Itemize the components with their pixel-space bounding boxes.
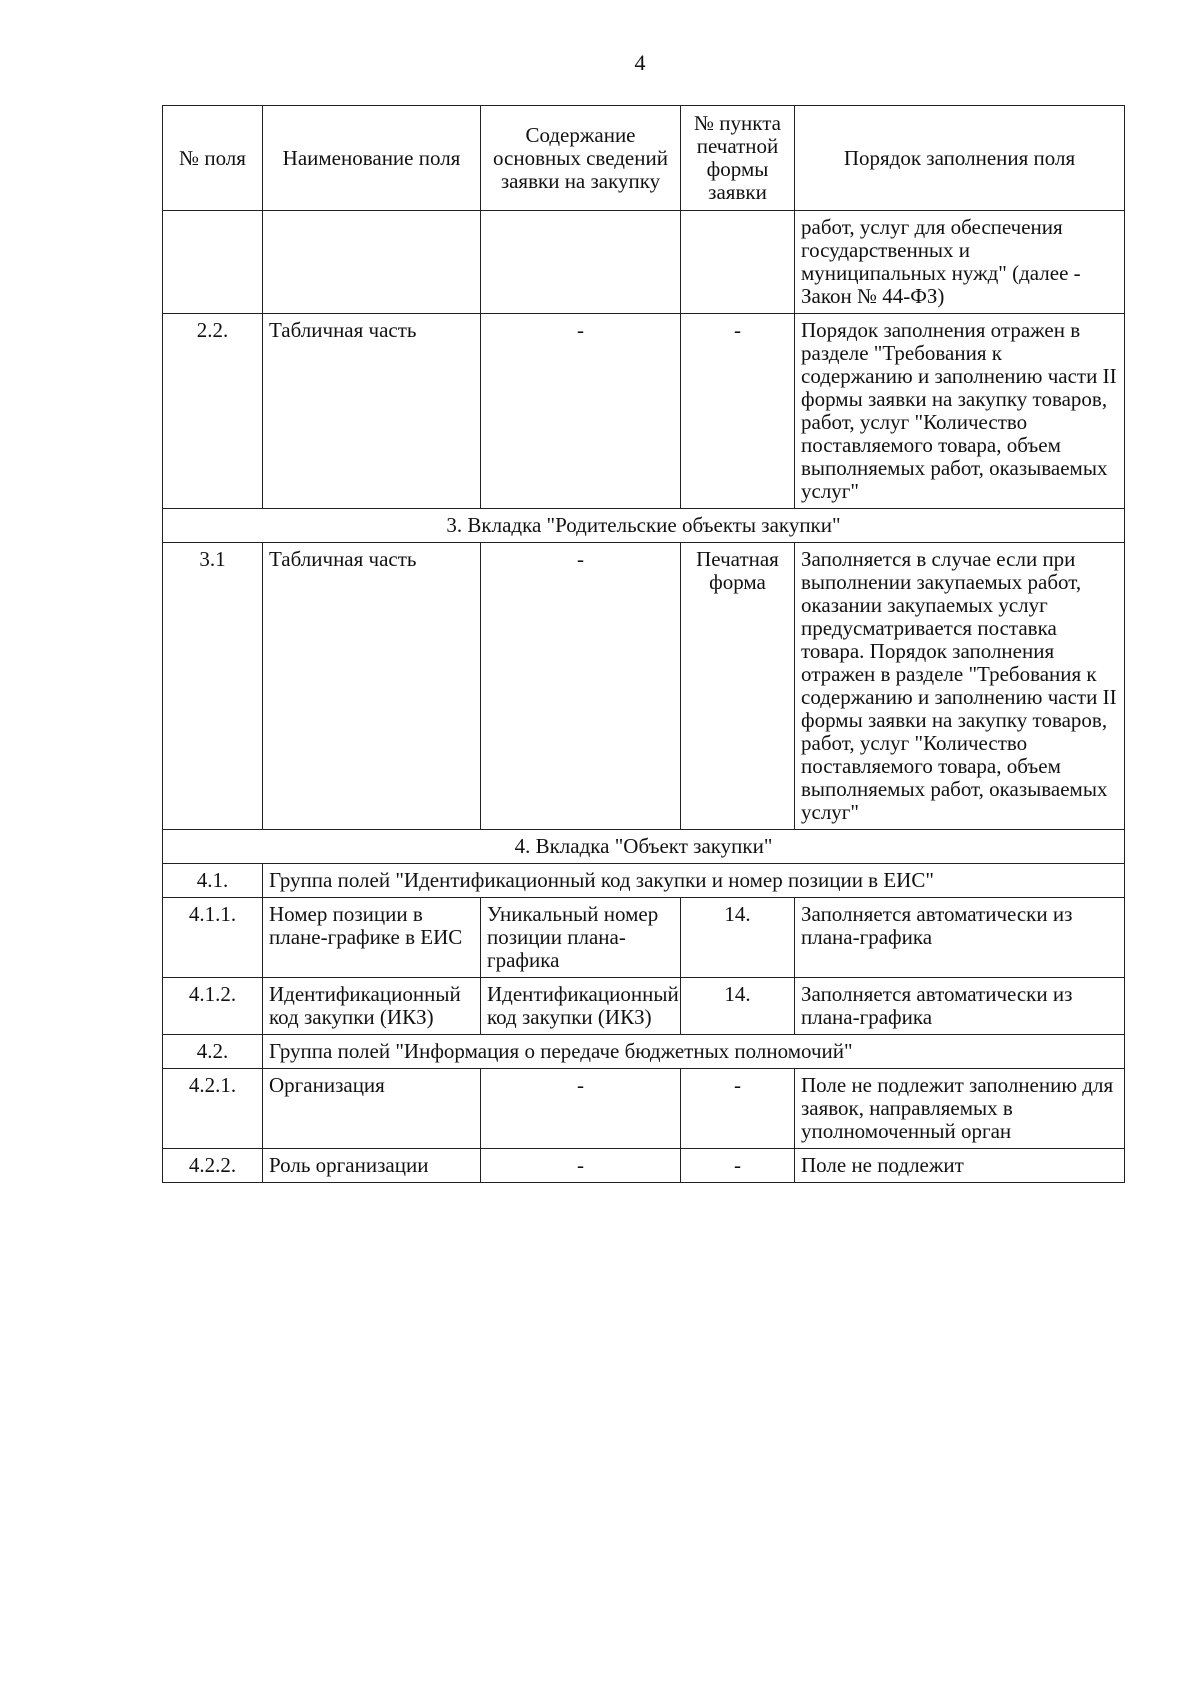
header-instructions: Порядок заполнения поля (795, 106, 1125, 211)
cell-instructions: Поле не подлежит заполнению для заявок, направляемых в уполномоченный орган (795, 1069, 1125, 1149)
cell-field-name: Номер позиции в плане-графике в ЕИС (263, 898, 481, 978)
cell-field-name: Организация (263, 1069, 481, 1149)
cell-field-number: 3.1 (163, 543, 263, 830)
cell-field-name: Табличная часть (263, 314, 481, 509)
group-title: Группа полей "Идентификационный код закупки и номер позиции в ЕИС" (263, 864, 1125, 898)
cell-field-number (163, 211, 263, 314)
table-row (163, 1149, 1125, 1183)
table-row (163, 211, 1125, 314)
section-header-row (163, 830, 1125, 864)
cell-field-name: Табличная часть (263, 543, 481, 830)
cell-print-item (681, 211, 795, 314)
table-row (163, 1069, 1125, 1149)
cell-print-item: - (681, 1069, 795, 1149)
table-row (163, 898, 1125, 978)
cell-instructions: Порядок заполнения отражен в разделе "Требования к содержанию и заполнению части II формы заявки на закупку товаров, работ, услуг "Количество поставляемого товара, объем выполняемых работ, оказываемых услуг" (795, 314, 1125, 509)
table-row (163, 314, 1125, 509)
group-number: 4.1. (163, 864, 263, 898)
table-row (163, 543, 1125, 830)
cell-content: - (481, 1069, 681, 1149)
cell-field-number: 4.2.1. (163, 1069, 263, 1149)
cell-instructions: Заполняется автоматически из плана-графика (795, 898, 1125, 978)
cell-print-item: - (681, 1149, 795, 1183)
section-title: 4. Вкладка "Объект закупки" (163, 830, 1125, 864)
cell-field-number: 4.1.2. (163, 978, 263, 1035)
cell-print-item: 14. (681, 898, 795, 978)
group-header-row (163, 864, 1125, 898)
cell-field-name: Идентификационный код закупки (ИКЗ) (263, 978, 481, 1035)
cell-instructions: Поле не подлежит (795, 1149, 1125, 1183)
cell-field-number: 4.2.2. (163, 1149, 263, 1183)
table-row (163, 978, 1125, 1035)
section-header-row (163, 509, 1125, 543)
cell-content: - (481, 543, 681, 830)
cell-instructions: Заполняется в случае если при выполнении закупаемых работ, оказании закупаемых услуг предусматривается поставка товара. Порядок заполнения отражен в разделе "Требования к содержанию и заполнению части II формы заявки на закупку товаров, работ, услуг "Количество поставляемого товара, объем выполняемых работ, оказываемых услуг" (795, 543, 1125, 830)
cell-print-item: 14. (681, 978, 795, 1035)
cell-field-name (263, 211, 481, 314)
cell-content (481, 211, 681, 314)
table-header-row (163, 106, 1125, 211)
group-title: Группа полей "Информация о передаче бюджетных полномочий" (263, 1035, 1125, 1069)
cell-content: - (481, 1149, 681, 1183)
page-number: 4 (634, 50, 646, 75)
cell-content: Идентификационный код закупки (ИКЗ) (481, 978, 681, 1035)
header-content: Содержание основных сведений заявки на закупку (481, 106, 681, 211)
header-field-name: Наименование поля (263, 106, 481, 211)
cell-print-item: Печатная форма (681, 543, 795, 830)
cell-content: Уникальный номер позиции плана-графика (481, 898, 681, 978)
cell-print-item: - (681, 314, 795, 509)
fields-table (162, 105, 1125, 1183)
header-print-item: № пункта печатной формы заявки (681, 106, 795, 211)
cell-content: - (481, 314, 681, 509)
group-header-row (163, 1035, 1125, 1069)
cell-instructions: работ, услуг для обеспечения государственных и муниципальных нужд" (далее - Закон № 44-ФЗ) (795, 211, 1125, 314)
cell-field-name: Роль организации (263, 1149, 481, 1183)
cell-field-number: 4.1.1. (163, 898, 263, 978)
group-number: 4.2. (163, 1035, 263, 1069)
cell-field-number: 2.2. (163, 314, 263, 509)
cell-instructions: Заполняется автоматически из плана-графика (795, 978, 1125, 1035)
header-field-number: № поля (163, 106, 263, 211)
section-title: 3. Вкладка "Родительские объекты закупки" (163, 509, 1125, 543)
